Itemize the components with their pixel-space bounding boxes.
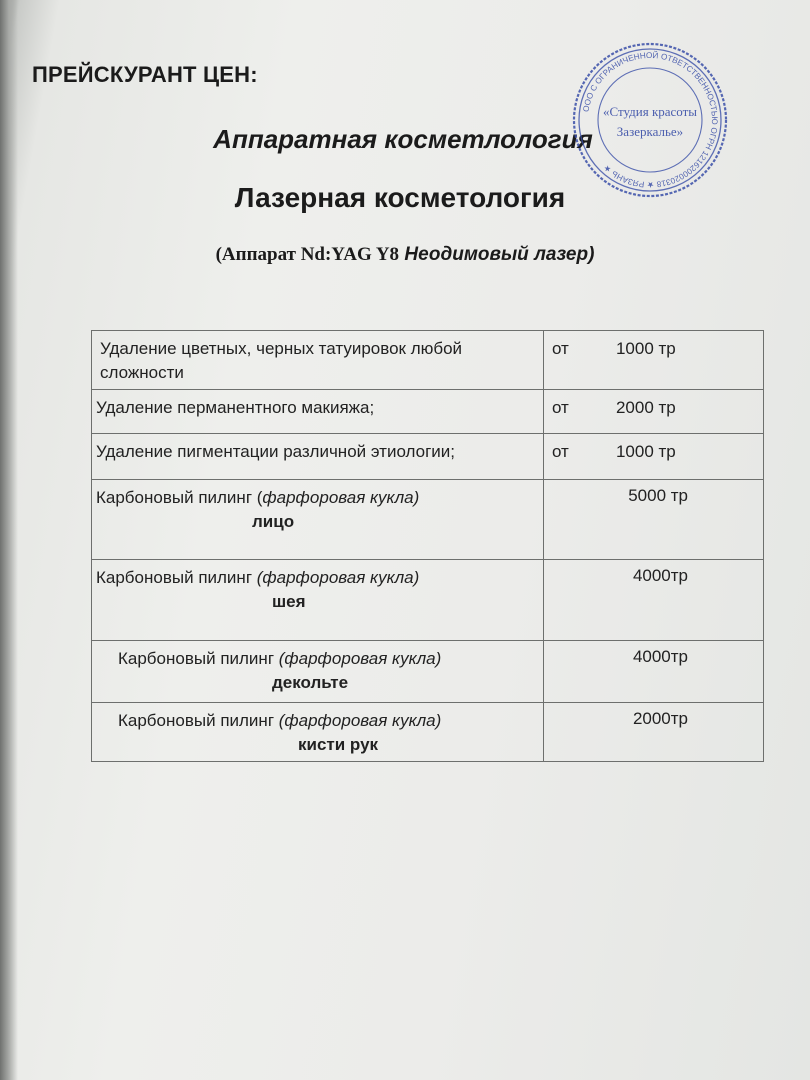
section-title-text: Аппаратная косметлология	[213, 124, 593, 154]
service-name-cell	[92, 641, 544, 703]
price-value	[544, 331, 763, 365]
table-row	[92, 434, 764, 480]
paper-edge-shadow	[0, 0, 18, 1080]
device-caption	[0, 244, 810, 266]
service-name-cell	[92, 480, 544, 560]
service-name-line1	[96, 486, 535, 510]
service-name-plain: Карбоновый пилинг	[96, 568, 257, 587]
price-amount: 2000 тр	[615, 398, 676, 417]
service-name-line1	[118, 709, 535, 733]
price-cell	[543, 331, 763, 390]
table-row	[92, 331, 764, 390]
subsection-title-text: Лазерная косметология	[234, 182, 566, 213]
stamp-ring-2	[579, 49, 721, 191]
service-name: Удаление цветных, черных татуировок любой сложности	[100, 339, 463, 382]
price-amount: 4000тр	[632, 566, 688, 585]
service-name-cell	[92, 331, 544, 390]
service-area: декольте	[272, 673, 349, 692]
price-amount: 5000 тр	[628, 486, 688, 505]
stamp-ring-text: ООО С ОГРАНИЧЕННОЙ ОТВЕТСТВЕННОСТЬЮ ОГРН 1216200020318 ★ РЯЗАНЬ ★	[581, 50, 720, 190]
device-model: (Аппарат Nd:YAG Y8	[215, 244, 400, 265]
stamp-inner-ring	[598, 68, 702, 172]
service-name-cell	[92, 434, 544, 480]
service-name: Удаление перманентного макияжа;	[96, 398, 375, 417]
price-amount: 1000 тр	[615, 442, 676, 461]
company-stamp	[570, 40, 730, 200]
stamp-center-line1: «Студия красоты	[602, 104, 698, 119]
service-name	[92, 480, 543, 538]
service-name	[92, 560, 543, 618]
service-name-plain: Карбоновый пилинг	[118, 711, 279, 730]
service-area: лицо	[252, 512, 295, 531]
price-prefix: от	[551, 442, 569, 461]
stamp-outer-ring	[574, 44, 726, 196]
service-name-cell	[92, 703, 544, 762]
price-prefix: от	[551, 398, 569, 417]
service-name	[92, 641, 543, 699]
price-amount: 2000тр	[632, 709, 688, 728]
price-cell	[543, 390, 763, 434]
price-value	[544, 390, 763, 424]
price-table	[91, 330, 764, 762]
price-cell	[543, 703, 763, 762]
device-name: Неодимовый лазер)	[404, 244, 595, 265]
service-name-line1	[96, 566, 535, 590]
service-name: Удаление пигментации различной этиологии;	[96, 442, 456, 461]
table-row	[92, 390, 764, 434]
price-cell	[543, 560, 763, 641]
page-title: ПРЕЙСКУРАНТ ЦЕН:	[32, 62, 258, 87]
price-prefix: от	[551, 339, 569, 358]
stamp-center-line2: Зазеркалье»	[616, 124, 684, 139]
service-name	[92, 703, 543, 761]
service-name-italic: (фарфоровая кукла)	[256, 568, 420, 587]
service-name-plain: Карбоновый пилинг	[118, 649, 279, 668]
service-name-line1	[118, 647, 535, 671]
service-name-cell	[92, 390, 544, 434]
service-area: кисти рук	[298, 735, 379, 754]
service-name-italic: (фарфоровая кукла)	[278, 711, 442, 730]
price-cell	[543, 434, 763, 480]
price-cell	[543, 480, 763, 560]
price-cell	[543, 641, 763, 703]
table-row	[92, 703, 764, 762]
table-row	[92, 480, 764, 560]
price-value	[544, 434, 763, 468]
service-name-italic: фарфоровая кукла)	[262, 488, 420, 507]
service-area: шея	[272, 592, 306, 611]
service-name-plain: Карбоновый пилинг (	[96, 488, 263, 507]
price-amount: 1000 тр	[615, 339, 676, 358]
price-amount: 4000тр	[632, 647, 688, 666]
table-row	[92, 560, 764, 641]
table-row	[92, 641, 764, 703]
service-name-italic: (фарфоровая кукла)	[278, 649, 442, 668]
service-name-cell	[92, 560, 544, 641]
